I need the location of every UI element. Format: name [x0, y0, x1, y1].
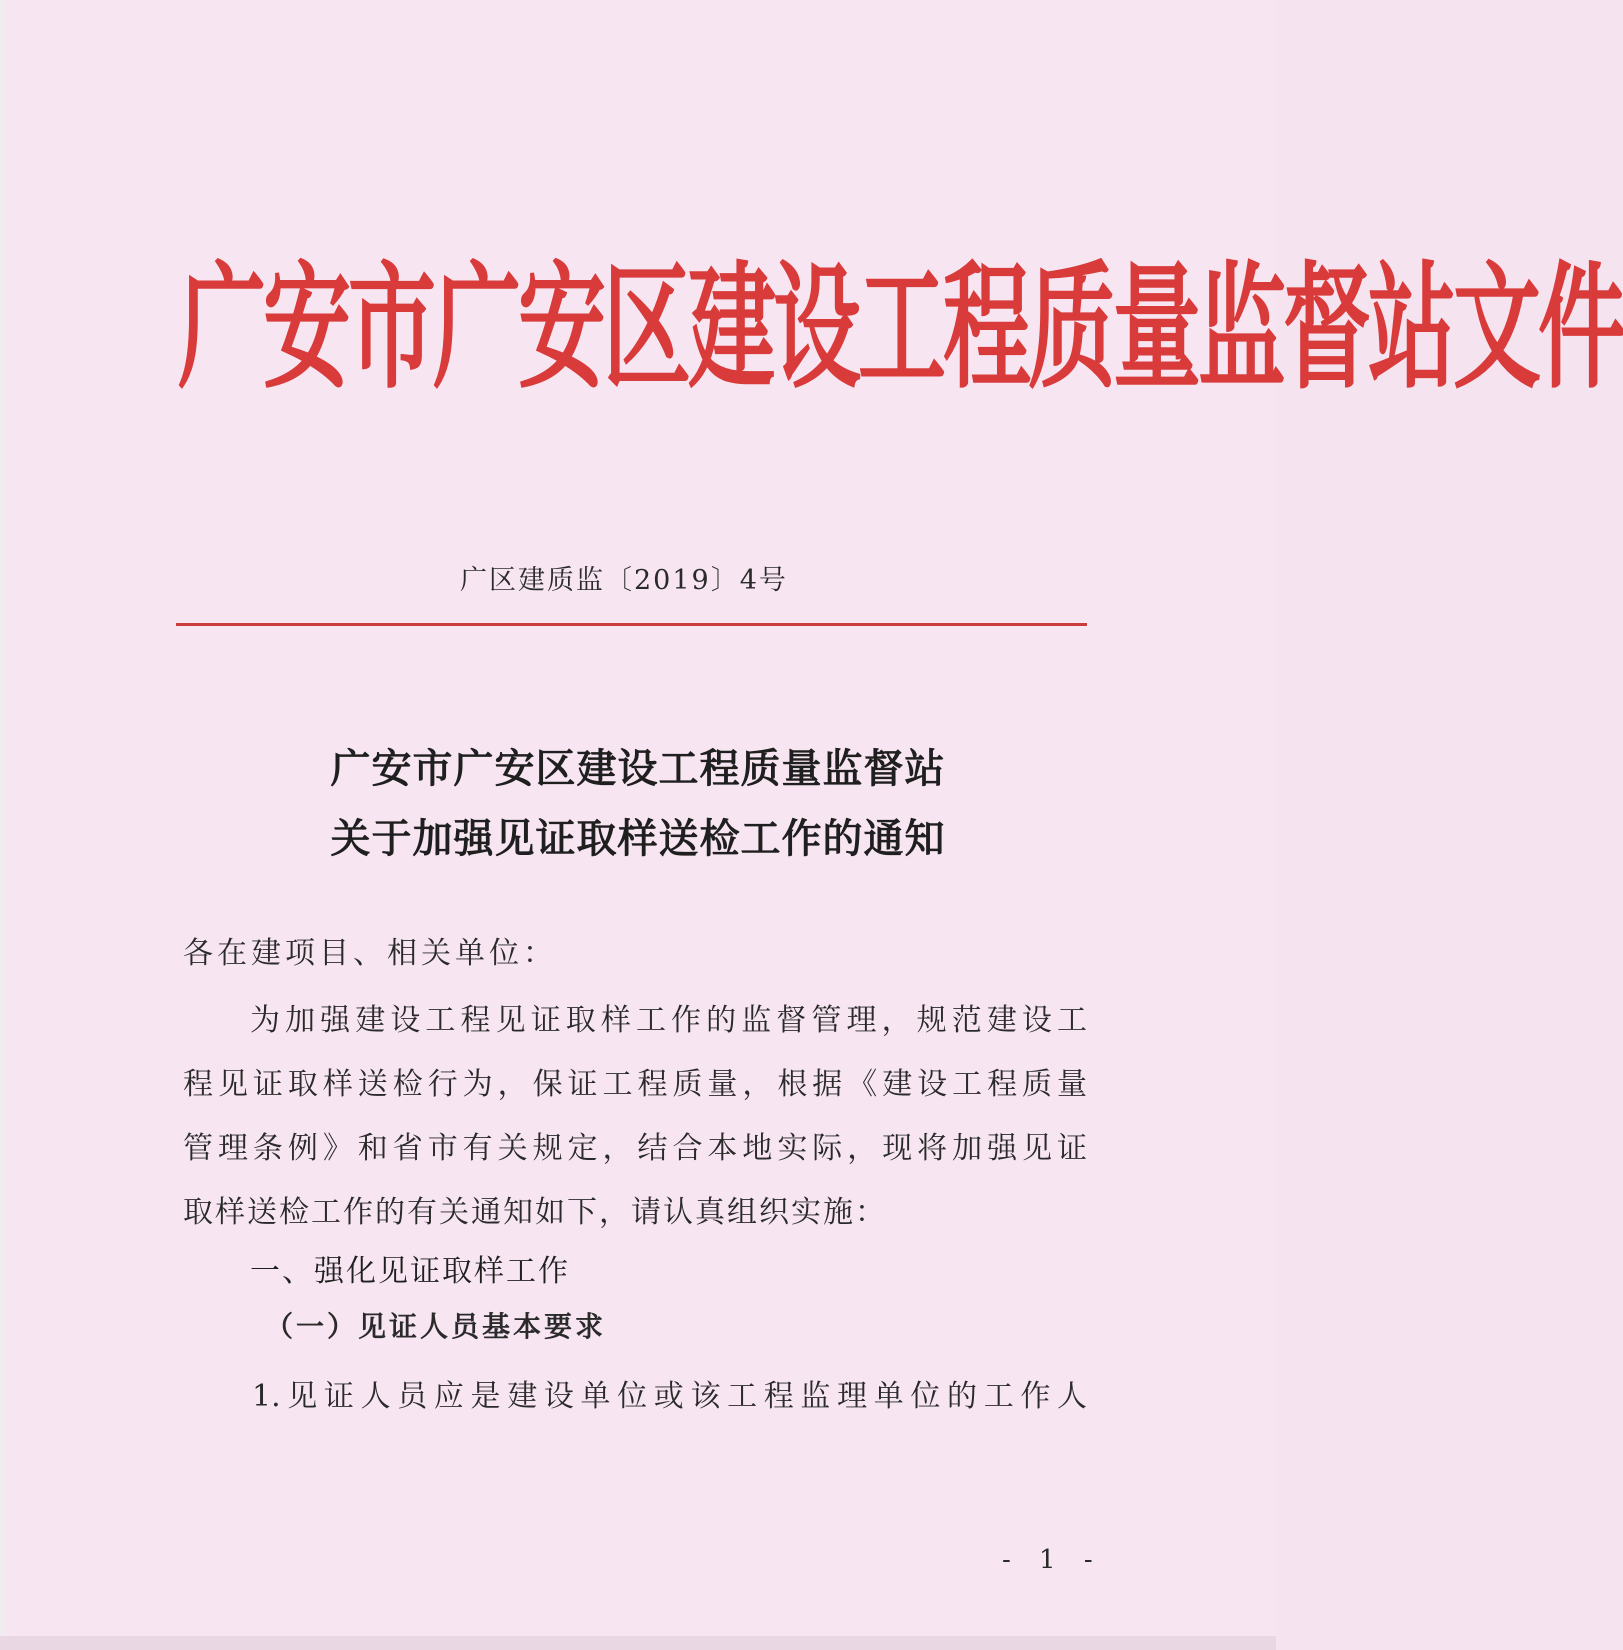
paragraph-line: 为加强建设工程见证取样工作的监督管理，规范建设工	[250, 1003, 1087, 1038]
red-divider-line	[176, 623, 1087, 626]
notice-title-line-1: 广安市广安区建设工程质量监督站	[330, 746, 946, 792]
document-header-red-title: 广安市广安区建设工程质量监督站文件	[178, 246, 1623, 408]
paragraph-line: 管理条例》和省市有关规定，结合本地实际，现将加强见证	[183, 1131, 1087, 1166]
page-number: - 1 -	[1002, 1545, 1103, 1575]
list-item: 1.见证人员应是建设单位或该工程监理单位的工作人	[252, 1379, 1087, 1414]
paragraph-line: 取样送检工作的有关通知如下，请认真组织实施：	[183, 1195, 887, 1230]
notice-title-line-2: 关于加强见证取样送检工作的通知	[330, 816, 946, 862]
document-number: 广区建质监〔2019〕4号	[460, 565, 788, 596]
section-heading: 一、强化见证取样工作	[250, 1254, 570, 1289]
scan-bottom-band	[0, 1636, 1276, 1650]
salutation: 各在建项目、相关单位：	[183, 936, 557, 971]
paragraph-line: 程见证取样送检行为，保证工程质量，根据《建设工程质量	[183, 1067, 1087, 1102]
subsection-heading: （一）见证人员基本要求	[265, 1310, 607, 1343]
